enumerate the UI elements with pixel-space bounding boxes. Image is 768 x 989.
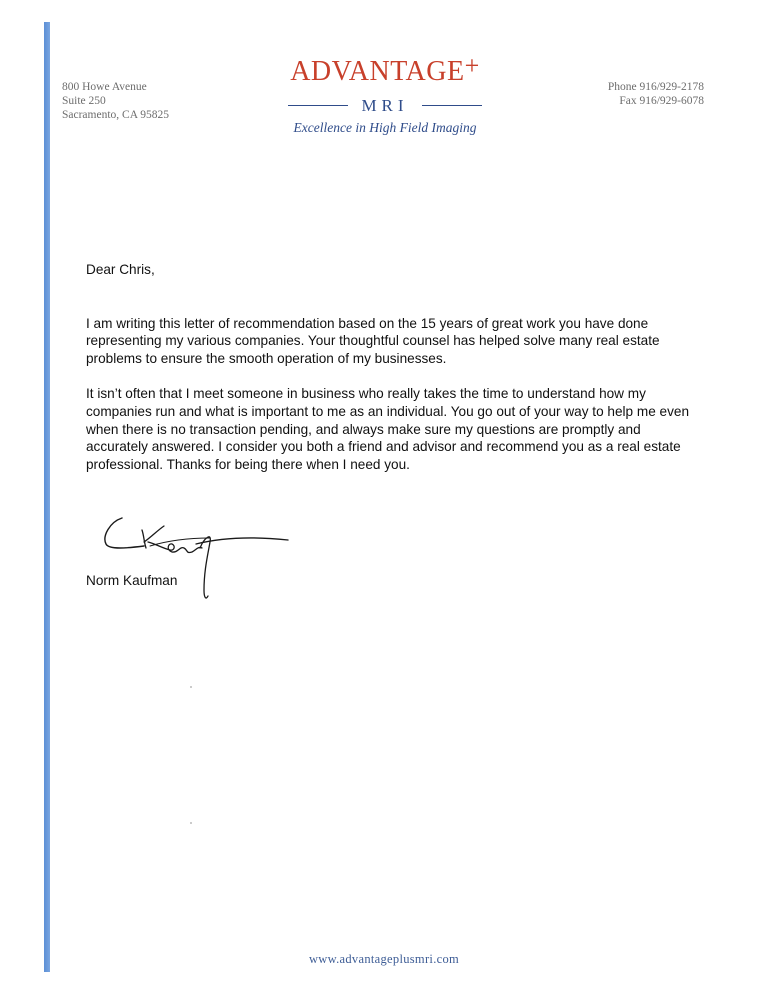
scan-speck: [190, 686, 192, 688]
handwritten-signature: [100, 508, 300, 604]
letter-paragraph-1: I am writing this letter of recommendation based on the 15 years of great work you have done representing my various companies. Your thoughtful counsel has helped solve many real estate problems to ensure the smooth operation of my businesses.: [86, 315, 660, 366]
logo-sub-text: MRI: [361, 96, 409, 115]
logo-wordmark: [280, 51, 490, 88]
company-contact: [608, 80, 704, 108]
contact-fax: Fax 916/929-6078: [619, 95, 704, 107]
footer-website: www.advantageplusmri.com: [308, 952, 460, 966]
letterhead: [0, 0, 768, 150]
letter-body: [86, 261, 696, 491]
logo-sub-row: [280, 96, 490, 116]
left-accent-bar: [44, 22, 50, 972]
scan-speck: [190, 822, 192, 824]
company-address: [62, 80, 169, 122]
address-line-street: 800 Howe Avenue: [62, 81, 147, 93]
contact-phone: Phone 916/929-2178: [607, 81, 704, 93]
letter-paragraph-2: It isn’t often that I meet someone in business who really takes the time to understand how my companies run and what is important to me as an individual. You go out of your way to help me even when there is no transaction pending, and always make sure my questions are promptly and accurately answered. I consider you both a friend and advisor and recommend you as a real estate professional. Thanks for being there when I need you.: [86, 386, 690, 472]
letter-salutation: Dear Chris,: [86, 262, 155, 277]
address-line-city: Sacramento, CA 95825: [62, 109, 169, 121]
logo-plus-icon: +: [464, 51, 480, 80]
logo-tagline: Excellence in High Field Imaging: [293, 120, 477, 135]
logo-name-text: ADVANTAGE: [290, 56, 465, 87]
signer-name: Norm Kaufman: [86, 573, 178, 588]
logo-rule-right: [422, 105, 482, 106]
address-line-suite: Suite 250: [62, 95, 106, 107]
